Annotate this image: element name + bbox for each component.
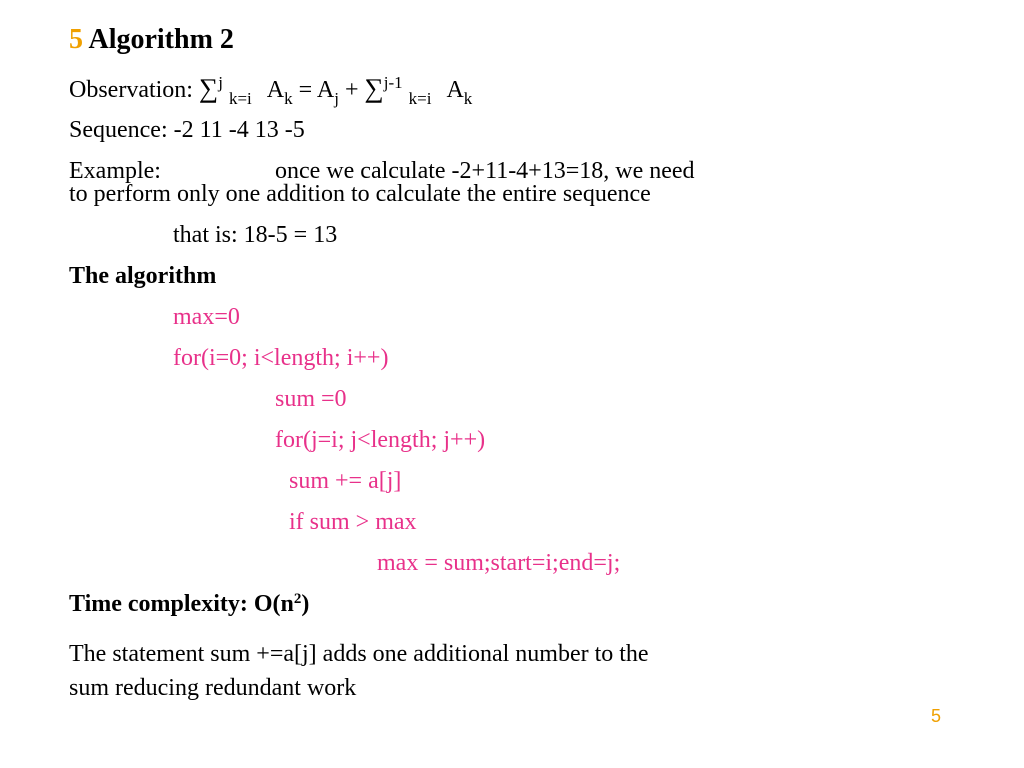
code-line: max = sum;start=i;end=j; (377, 550, 621, 576)
slide-title (69, 26, 234, 54)
code-line: if sum > max (289, 509, 417, 535)
observation-line (69, 73, 473, 108)
sum-upper-limit: j (218, 73, 223, 92)
term-a: A (446, 77, 464, 103)
slide-title-text: Algorithm 2 (88, 24, 234, 55)
sum-lower-limit: k=i (408, 89, 432, 108)
example-label: Example: (69, 158, 161, 184)
plus-sign: + (344, 77, 359, 103)
code-line: for(i=0; i<length; i++) (173, 345, 389, 371)
statement-line-1: The statement sum +=a[j] adds one additional number to the (69, 641, 649, 667)
term-a-subscript: k (463, 89, 473, 108)
that-is-line: that is: 18-5 = 13 (173, 222, 338, 248)
sigma-symbol: ∑ (364, 73, 384, 103)
example-text: once we calculate -2+11-4+13=18, we need (275, 158, 695, 184)
complexity-exponent: 2 (293, 591, 302, 607)
code-line: sum += a[j] (289, 468, 402, 494)
statement-line-2: sum reducing redundant work (69, 675, 357, 701)
complexity-text: Time complexity: O(n (69, 591, 294, 617)
equals-sign: = (298, 77, 313, 103)
term-a-subscript: j (334, 89, 339, 108)
page-number: 5 (931, 706, 942, 726)
observation-label: Observation: (69, 77, 193, 103)
term-a: A (316, 77, 335, 103)
sequence-line: Sequence: -2 11 -4 13 -5 (69, 117, 305, 143)
term-a-subscript: k (284, 89, 293, 108)
algorithm-heading: The algorithm (69, 263, 217, 289)
sum-lower-limit: k=i (228, 89, 252, 108)
code-line: for(j=i; j<length; j++) (275, 427, 486, 453)
term-a: A (266, 77, 285, 103)
sum-upper-limit: j-1 (383, 73, 403, 92)
complexity-close: ) (301, 591, 310, 617)
code-line: max=0 (173, 304, 240, 330)
slide-number: 5 (69, 24, 83, 55)
example-text-continued: to perform only one addition to calculate the entire sequence (69, 181, 651, 207)
code-line: sum =0 (275, 386, 347, 412)
time-complexity (69, 592, 309, 616)
sigma-symbol: ∑ (198, 73, 219, 103)
